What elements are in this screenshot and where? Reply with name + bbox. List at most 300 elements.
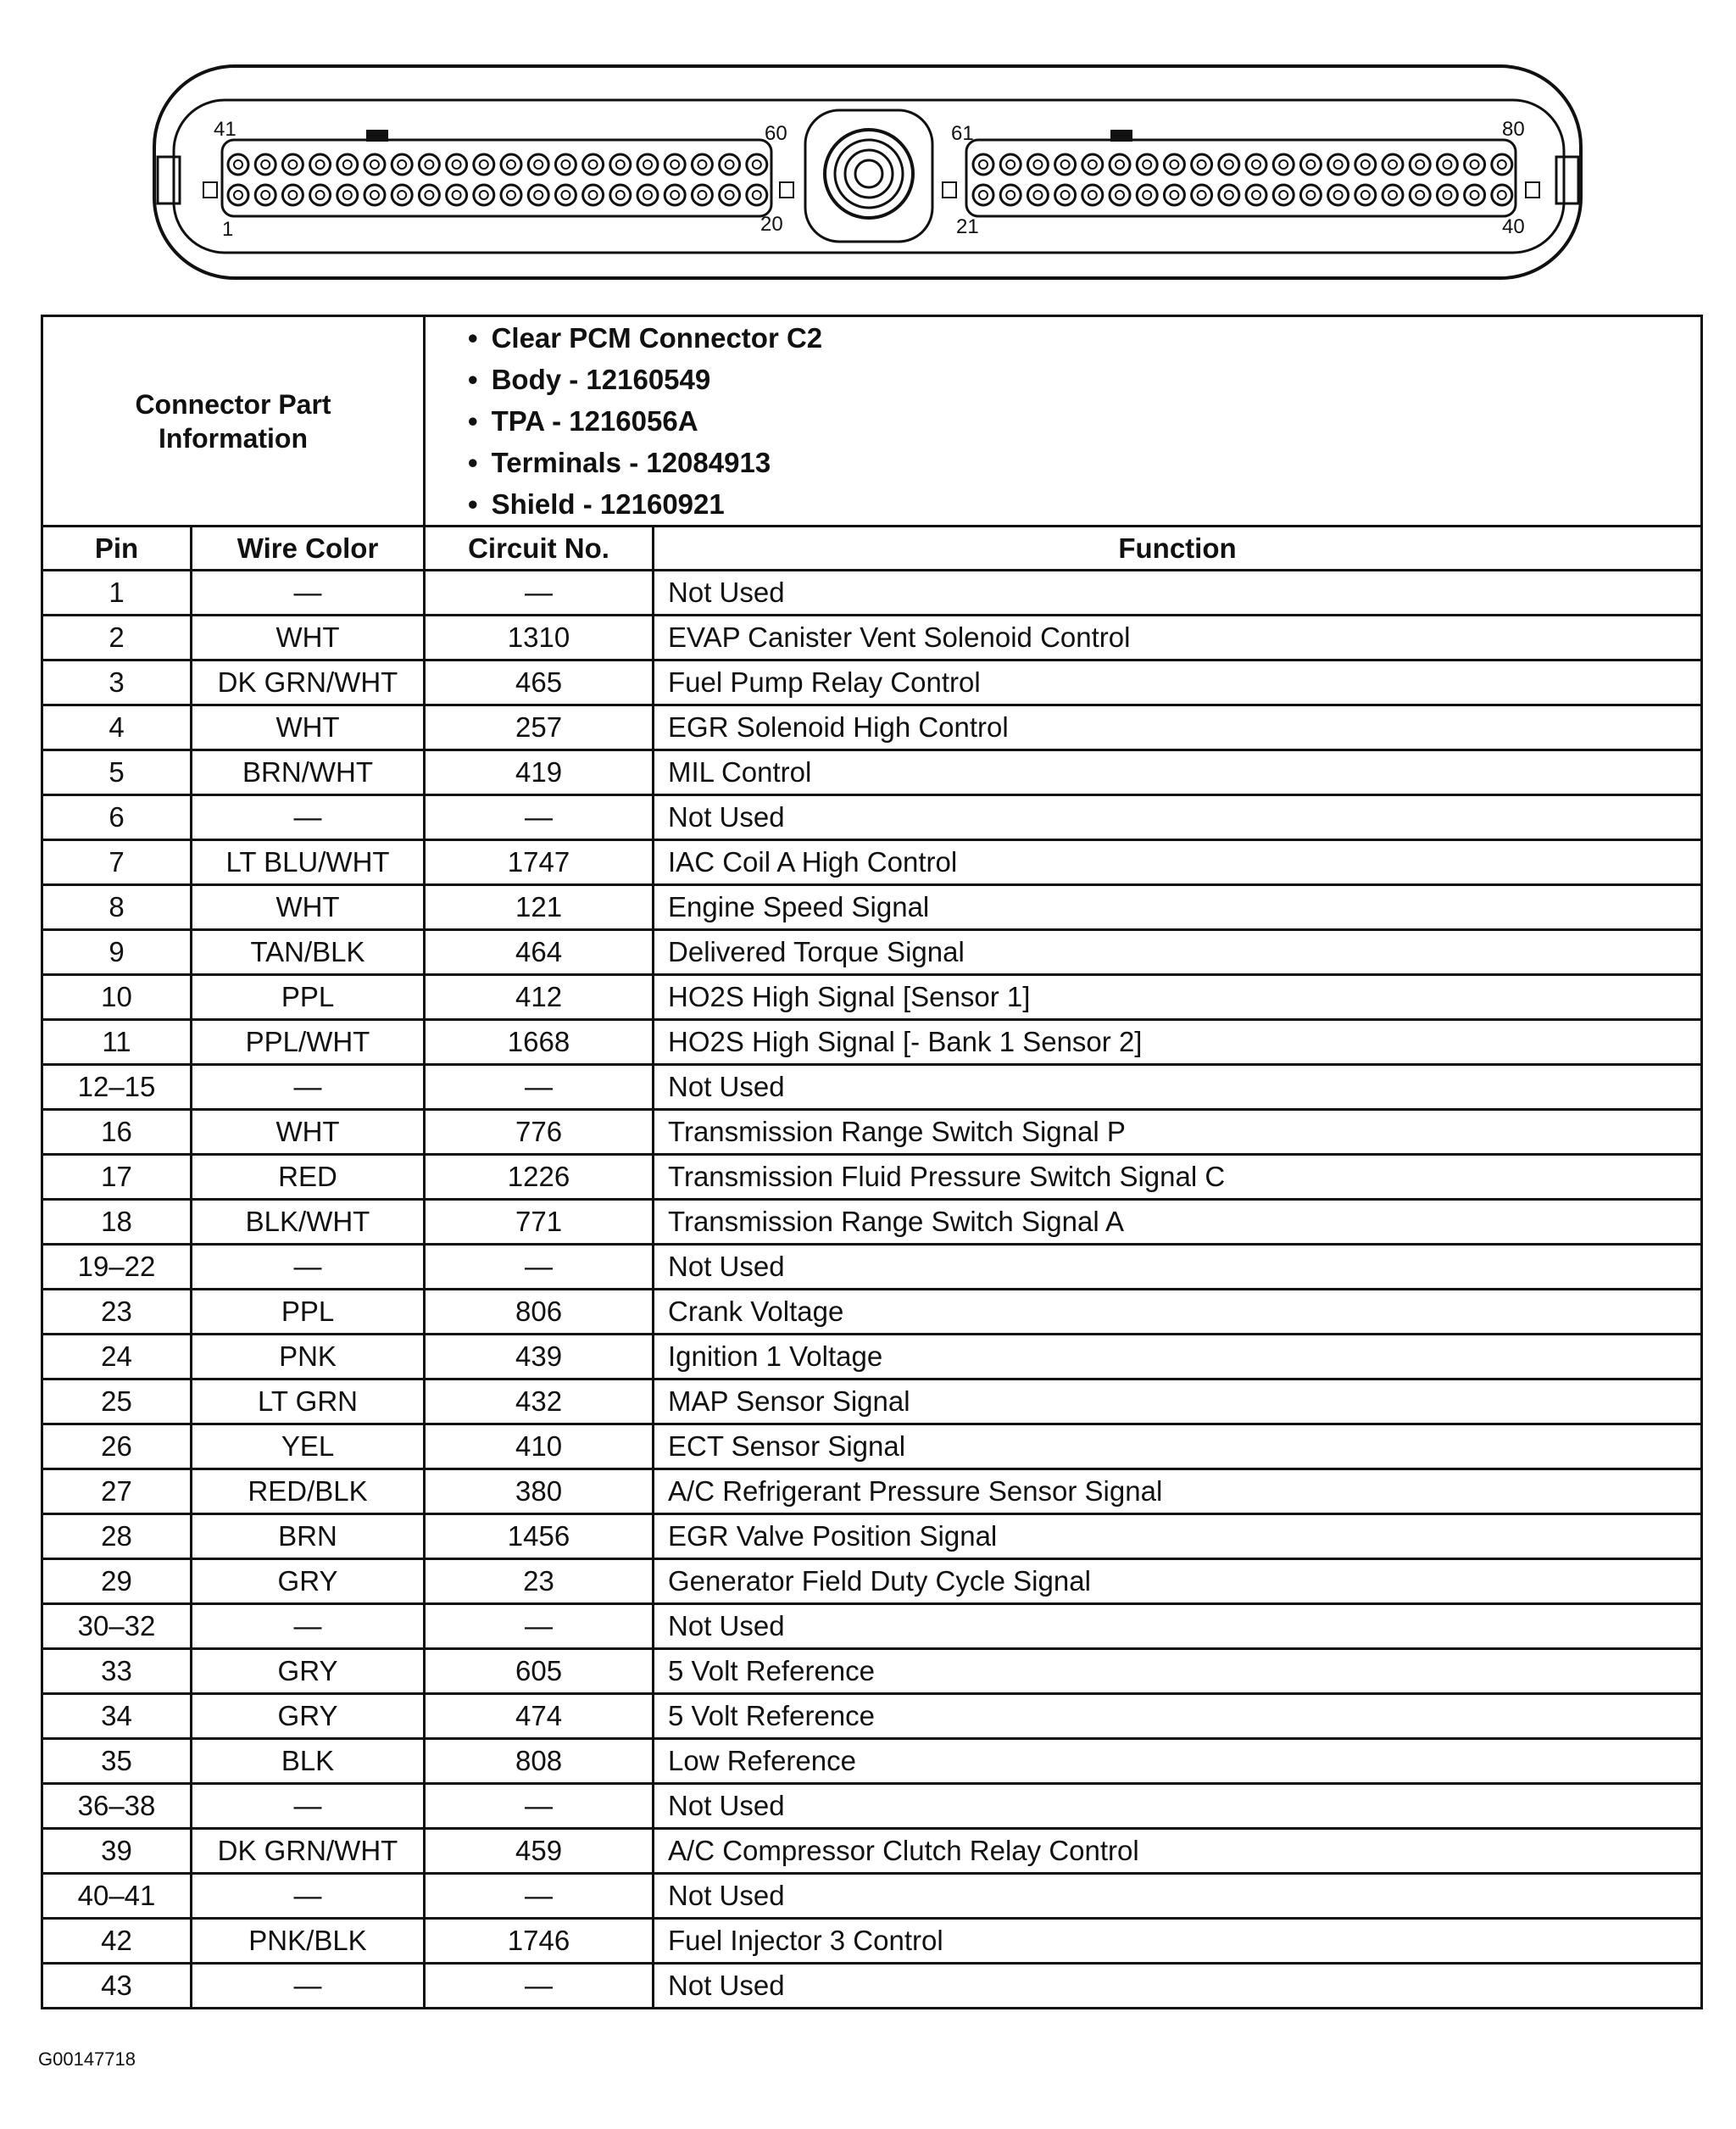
pin-hole-center	[1279, 191, 1288, 199]
pin-hole	[720, 154, 740, 175]
table-row	[42, 705, 1702, 750]
cell-function: Not Used	[654, 571, 1702, 616]
pin-hole	[337, 154, 358, 175]
pin-rows	[42, 571, 1702, 2009]
cell-pin: 18	[42, 1200, 192, 1245]
pin-hole-center	[1198, 191, 1206, 199]
cell-circuit: 1310	[425, 616, 654, 660]
table-row	[42, 1110, 1702, 1155]
pin-label-41: 41	[214, 118, 236, 141]
right-clip	[1556, 157, 1578, 203]
cell-pin: 10	[42, 975, 192, 1020]
cell-wire-color: PPL	[192, 975, 425, 1020]
cell-pin: 6	[42, 795, 192, 840]
cell-function: A/C Refrigerant Pressure Sensor Signal	[654, 1469, 1702, 1514]
pin-hole	[747, 154, 767, 175]
pin-hole-center	[1225, 160, 1233, 169]
cell-function: Not Used	[654, 795, 1702, 840]
pin-hole-center	[1334, 160, 1343, 169]
cell-wire-color: WHT	[192, 616, 425, 660]
pin-hole-center	[1252, 160, 1260, 169]
cell-wire-color: —	[192, 1964, 425, 2009]
connector-diagram	[0, 0, 1736, 305]
pin-hole	[282, 185, 303, 205]
pin-hole-center	[1416, 191, 1424, 199]
cell-wire-color: BLK/WHT	[192, 1200, 425, 1245]
pin-hole-center	[1006, 191, 1015, 199]
cell-function: ECT Sensor Signal	[654, 1424, 1702, 1469]
table-row	[42, 1604, 1702, 1649]
pin-hole-center	[1416, 160, 1424, 169]
cell-pin: 33	[42, 1649, 192, 1694]
pin-hole-center	[670, 160, 679, 169]
cell-circuit: 1668	[425, 1020, 654, 1065]
cell-wire-color: WHT	[192, 1110, 425, 1155]
pin-hole	[364, 154, 385, 175]
pin-hole	[364, 185, 385, 205]
cell-circuit: 1747	[425, 840, 654, 885]
table-row	[42, 885, 1702, 930]
cell-circuit: 439	[425, 1335, 654, 1379]
pin-hole	[474, 154, 494, 175]
pin-label-61: 61	[951, 122, 974, 145]
cell-pin: 30–32	[42, 1604, 192, 1649]
table-row	[42, 1649, 1702, 1694]
cell-circuit: 1746	[425, 1919, 654, 1964]
pin-hole	[637, 185, 658, 205]
cell-circuit: —	[425, 1065, 654, 1110]
table-row	[42, 1694, 1702, 1739]
cell-function: Ignition 1 Voltage	[654, 1335, 1702, 1379]
pin-hole	[282, 154, 303, 175]
cell-pin: 1	[42, 571, 192, 616]
part-info-label: Connector Part Information	[42, 316, 425, 527]
cell-pin: 11	[42, 1020, 192, 1065]
cell-pin: 27	[42, 1469, 192, 1514]
pin-hole-center	[1198, 160, 1206, 169]
pin-hole	[1164, 185, 1184, 205]
cell-function: Fuel Pump Relay Control	[654, 660, 1702, 705]
pin-hole-center	[1006, 160, 1015, 169]
pin-hole-center	[234, 160, 242, 169]
pin-hole	[310, 185, 331, 205]
table-row	[42, 1874, 1702, 1919]
pin-hole	[528, 154, 548, 175]
pin-hole	[1465, 185, 1485, 205]
pin-hole-center	[589, 160, 598, 169]
table-row	[42, 1155, 1702, 1200]
cell-wire-color: GRY	[192, 1694, 425, 1739]
pin-hole	[1355, 154, 1376, 175]
pin-hole	[1192, 154, 1212, 175]
pin-hole	[1082, 154, 1103, 175]
cell-pin: 2	[42, 616, 192, 660]
pin-hole	[419, 154, 439, 175]
pin-hole-center	[234, 191, 242, 199]
cell-circuit: 257	[425, 705, 654, 750]
cell-wire-color: —	[192, 1874, 425, 1919]
pin-hole-center	[1170, 191, 1178, 199]
cell-wire-color: BLK	[192, 1739, 425, 1784]
cell-circuit: 464	[425, 930, 654, 975]
cell-circuit: 465	[425, 660, 654, 705]
cell-circuit: —	[425, 795, 654, 840]
pin-hole	[1246, 154, 1266, 175]
pin-hole-center	[1033, 160, 1042, 169]
cell-wire-color: DK GRN/WHT	[192, 660, 425, 705]
pin-hole	[1219, 154, 1239, 175]
pinout-table	[41, 315, 1703, 2009]
pin-hole	[973, 185, 993, 205]
pin-hole	[610, 154, 631, 175]
connector-housing-inner	[174, 100, 1564, 253]
cell-circuit: —	[425, 571, 654, 616]
pin-hole	[1355, 185, 1376, 205]
pin-hole-center	[616, 160, 625, 169]
cell-circuit: —	[425, 1604, 654, 1649]
pin-label-80: 80	[1502, 118, 1525, 141]
pin-hole	[228, 154, 248, 175]
pin-hole-center	[726, 160, 734, 169]
pin-hole	[1383, 185, 1403, 205]
pin-hole-center	[453, 160, 461, 169]
cell-pin: 7	[42, 840, 192, 885]
cell-wire-color: —	[192, 1245, 425, 1290]
left-clip	[158, 157, 180, 203]
table-row	[42, 1290, 1702, 1335]
pin-hole	[1000, 185, 1021, 205]
pin-hole-center	[316, 160, 325, 169]
pin-hole	[1137, 185, 1157, 205]
table-row	[42, 930, 1702, 975]
pin-hole	[1137, 154, 1157, 175]
table-row	[42, 1065, 1702, 1110]
pin-hole-center	[288, 191, 297, 199]
cell-wire-color: PNK/BLK	[192, 1919, 425, 1964]
cell-function: Low Reference	[654, 1739, 1702, 1784]
pin-hole-center	[480, 191, 488, 199]
pin-hole	[1055, 185, 1076, 205]
pin-hole	[973, 154, 993, 175]
table-row	[42, 795, 1702, 840]
pin-label-1: 1	[222, 218, 234, 241]
left-block-notch-r	[780, 182, 793, 198]
cell-wire-color: —	[192, 1784, 425, 1829]
pin-hole-center	[1361, 160, 1370, 169]
column-header-row	[42, 527, 1702, 571]
table-row	[42, 1964, 1702, 2009]
cell-function: Not Used	[654, 1245, 1702, 1290]
cell-wire-color: WHT	[192, 705, 425, 750]
column-header-function: Function	[654, 527, 1702, 571]
pin-hole	[1192, 185, 1212, 205]
table-row	[42, 1784, 1702, 1829]
pin-hole	[1492, 154, 1512, 175]
pin-hole	[1437, 185, 1457, 205]
cell-pin: 28	[42, 1514, 192, 1559]
pin-hole	[255, 185, 275, 205]
pin-hole	[555, 154, 576, 175]
pin-hole	[1328, 185, 1349, 205]
cell-pin: 9	[42, 930, 192, 975]
table-row	[42, 1514, 1702, 1559]
pin-label-40: 40	[1502, 215, 1525, 238]
pin-hole-center	[1033, 191, 1042, 199]
table-row	[42, 1020, 1702, 1065]
cell-wire-color: LT BLU/WHT	[192, 840, 425, 885]
pin-hole-center	[453, 191, 461, 199]
pin-hole	[637, 154, 658, 175]
pin-hole	[1437, 154, 1457, 175]
pin-hole-center	[343, 191, 352, 199]
pin-hole-center	[1388, 160, 1397, 169]
cell-circuit: —	[425, 1245, 654, 1290]
table-row	[42, 660, 1702, 705]
pin-hole	[583, 185, 604, 205]
table-row	[42, 571, 1702, 616]
pin-hole-center	[398, 160, 406, 169]
part-info-item: • Clear PCM Connector C2	[468, 317, 1700, 359]
pin-hole-center	[534, 160, 542, 169]
cell-circuit: —	[425, 1874, 654, 1919]
pin-hole	[665, 185, 685, 205]
cell-function: Not Used	[654, 1874, 1702, 1919]
pin-hole-center	[398, 191, 406, 199]
cell-function: Not Used	[654, 1604, 1702, 1649]
pin-hole-center	[261, 160, 270, 169]
part-info-list	[425, 316, 1702, 527]
left-block-notch-l	[203, 182, 217, 198]
cell-pin: 16	[42, 1110, 192, 1155]
cell-wire-color: —	[192, 571, 425, 616]
pin-hole-center	[261, 191, 270, 199]
cell-circuit: —	[425, 1784, 654, 1829]
table-row	[42, 1469, 1702, 1514]
pin-label-20: 20	[760, 213, 783, 236]
cell-pin: 29	[42, 1559, 192, 1604]
pin-hole-center	[370, 191, 379, 199]
cell-function: IAC Coil A High Control	[654, 840, 1702, 885]
pin-hole-center	[753, 191, 761, 199]
cell-pin: 35	[42, 1739, 192, 1784]
table-row	[42, 1245, 1702, 1290]
pin-hole-center	[1170, 160, 1178, 169]
pin-hole-center	[1443, 160, 1451, 169]
cell-circuit: 23	[425, 1559, 654, 1604]
pin-hole-center	[425, 160, 433, 169]
pin-hole-center	[1498, 160, 1506, 169]
cell-wire-color: PNK	[192, 1335, 425, 1379]
cell-circuit: 1456	[425, 1514, 654, 1559]
table-row	[42, 1919, 1702, 1964]
pin-hole	[1110, 185, 1130, 205]
pin-hole	[447, 185, 467, 205]
pin-hole-center	[643, 191, 652, 199]
pin-hole	[692, 154, 712, 175]
pin-hole	[555, 185, 576, 205]
cell-function: MAP Sensor Signal	[654, 1379, 1702, 1424]
cell-circuit: 808	[425, 1739, 654, 1784]
cell-pin: 24	[42, 1335, 192, 1379]
pin-hole	[1383, 154, 1403, 175]
cell-function: Delivered Torque Signal	[654, 930, 1702, 975]
pin-hole	[1300, 154, 1321, 175]
pin-hole	[692, 185, 712, 205]
pin-hole-center	[1279, 160, 1288, 169]
pin-hole-center	[480, 160, 488, 169]
pin-hole-center	[1471, 191, 1479, 199]
pin-hole	[1273, 154, 1294, 175]
left-key-tab	[366, 130, 388, 142]
cell-function: HO2S High Signal [Sensor 1]	[654, 975, 1702, 1020]
cell-function: Engine Speed Signal	[654, 885, 1702, 930]
cell-pin: 36–38	[42, 1784, 192, 1829]
pin-hole-center	[753, 160, 761, 169]
cell-pin: 40–41	[42, 1874, 192, 1919]
cell-pin: 23	[42, 1290, 192, 1335]
pin-hole	[1410, 154, 1430, 175]
pin-hole	[1273, 185, 1294, 205]
cell-function: Generator Field Duty Cycle Signal	[654, 1559, 1702, 1604]
table-row	[42, 1829, 1702, 1874]
pin-hole-center	[698, 191, 706, 199]
cell-pin: 12–15	[42, 1065, 192, 1110]
pin-hole-center	[589, 191, 598, 199]
pin-hole-center	[561, 191, 570, 199]
pin-hole	[501, 185, 521, 205]
part-info-row	[42, 316, 1702, 527]
pin-hole	[447, 154, 467, 175]
pin-hole-center	[1498, 191, 1506, 199]
cell-wire-color: RED/BLK	[192, 1469, 425, 1514]
pin-hole-center	[1088, 160, 1097, 169]
figure-code: G00147718	[38, 2048, 136, 2070]
cell-wire-color: TAN/BLK	[192, 930, 425, 975]
cell-function: 5 Volt Reference	[654, 1649, 1702, 1694]
pin-hole	[1492, 185, 1512, 205]
pin-hole-center	[507, 160, 515, 169]
cell-pin: 4	[42, 705, 192, 750]
cell-function: Not Used	[654, 1964, 1702, 2009]
pin-hole	[1000, 154, 1021, 175]
cell-wire-color: —	[192, 795, 425, 840]
pin-hole	[474, 185, 494, 205]
pin-hole	[1027, 185, 1048, 205]
pin-hole-center	[425, 191, 433, 199]
pin-hole	[1110, 154, 1130, 175]
pin-hole-center	[1143, 191, 1151, 199]
pin-hole	[1027, 154, 1048, 175]
cell-function: Transmission Range Switch Signal A	[654, 1200, 1702, 1245]
cell-wire-color: GRY	[192, 1559, 425, 1604]
cell-function: EGR Solenoid High Control	[654, 705, 1702, 750]
column-header-circuit: Circuit No.	[425, 527, 654, 571]
pin-hole	[228, 185, 248, 205]
pin-hole-center	[561, 160, 570, 169]
pin-hole	[392, 154, 412, 175]
cell-circuit: 776	[425, 1110, 654, 1155]
pin-hole	[528, 185, 548, 205]
pin-hole-center	[1443, 191, 1451, 199]
pin-hole-center	[1306, 160, 1315, 169]
cell-function: A/C Compressor Clutch Relay Control	[654, 1829, 1702, 1874]
pin-hole-center	[1306, 191, 1315, 199]
cell-wire-color: PPL	[192, 1290, 425, 1335]
pin-hole-center	[979, 160, 988, 169]
cell-wire-color: GRY	[192, 1649, 425, 1694]
cell-circuit: 459	[425, 1829, 654, 1874]
pin-hole-center	[1116, 160, 1124, 169]
pin-hole-center	[1116, 191, 1124, 199]
pin-hole-center	[1471, 160, 1479, 169]
cell-wire-color: YEL	[192, 1424, 425, 1469]
cell-function: Not Used	[654, 1784, 1702, 1829]
cell-pin: 8	[42, 885, 192, 930]
pin-label-60: 60	[765, 122, 787, 145]
part-info-item: • Body - 12160549	[468, 359, 1700, 400]
cell-pin: 17	[42, 1155, 192, 1200]
cell-wire-color: RED	[192, 1155, 425, 1200]
right-key-tab	[1110, 130, 1132, 142]
cell-function: MIL Control	[654, 750, 1702, 795]
cell-circuit: 771	[425, 1200, 654, 1245]
cell-wire-color: BRN	[192, 1514, 425, 1559]
table-row	[42, 750, 1702, 795]
cell-circuit: —	[425, 1964, 654, 2009]
table-row	[42, 1379, 1702, 1424]
pin-hole-center	[316, 191, 325, 199]
pin-hole-center	[343, 160, 352, 169]
cell-function: Transmission Range Switch Signal P	[654, 1110, 1702, 1155]
cell-wire-color: —	[192, 1065, 425, 1110]
pin-hole	[583, 154, 604, 175]
pin-hole-center	[1334, 191, 1343, 199]
cell-function: Crank Voltage	[654, 1290, 1702, 1335]
pin-hole-center	[1225, 191, 1233, 199]
pin-hole	[392, 185, 412, 205]
table-row	[42, 1559, 1702, 1604]
cell-pin: 3	[42, 660, 192, 705]
cell-function: HO2S High Signal [- Bank 1 Sensor 2]	[654, 1020, 1702, 1065]
part-info-item: • TPA - 1216056A	[468, 400, 1700, 442]
pin-hole	[255, 154, 275, 175]
pin-hole	[1246, 185, 1266, 205]
cell-circuit: 412	[425, 975, 654, 1020]
pin-hole-center	[534, 191, 542, 199]
pin-hole-center	[1143, 160, 1151, 169]
pin-hole-center	[1088, 191, 1097, 199]
pin-hole	[1055, 154, 1076, 175]
pin-hole	[1410, 185, 1430, 205]
pin-hole	[501, 154, 521, 175]
pin-hole	[747, 185, 767, 205]
table-row	[42, 840, 1702, 885]
pin-hole	[1328, 154, 1349, 175]
cell-circuit: 432	[425, 1379, 654, 1424]
table-row	[42, 975, 1702, 1020]
cell-circuit: 410	[425, 1424, 654, 1469]
pin-hole	[1219, 185, 1239, 205]
part-info-item: • Shield - 12160921	[468, 483, 1700, 525]
pin-hole	[337, 185, 358, 205]
cell-function: Not Used	[654, 1065, 1702, 1110]
pin-hole-center	[698, 160, 706, 169]
pin-hole-center	[370, 160, 379, 169]
pin-hole	[419, 185, 439, 205]
pin-hole-center	[726, 191, 734, 199]
cell-circuit: 806	[425, 1290, 654, 1335]
cell-pin: 19–22	[42, 1245, 192, 1290]
